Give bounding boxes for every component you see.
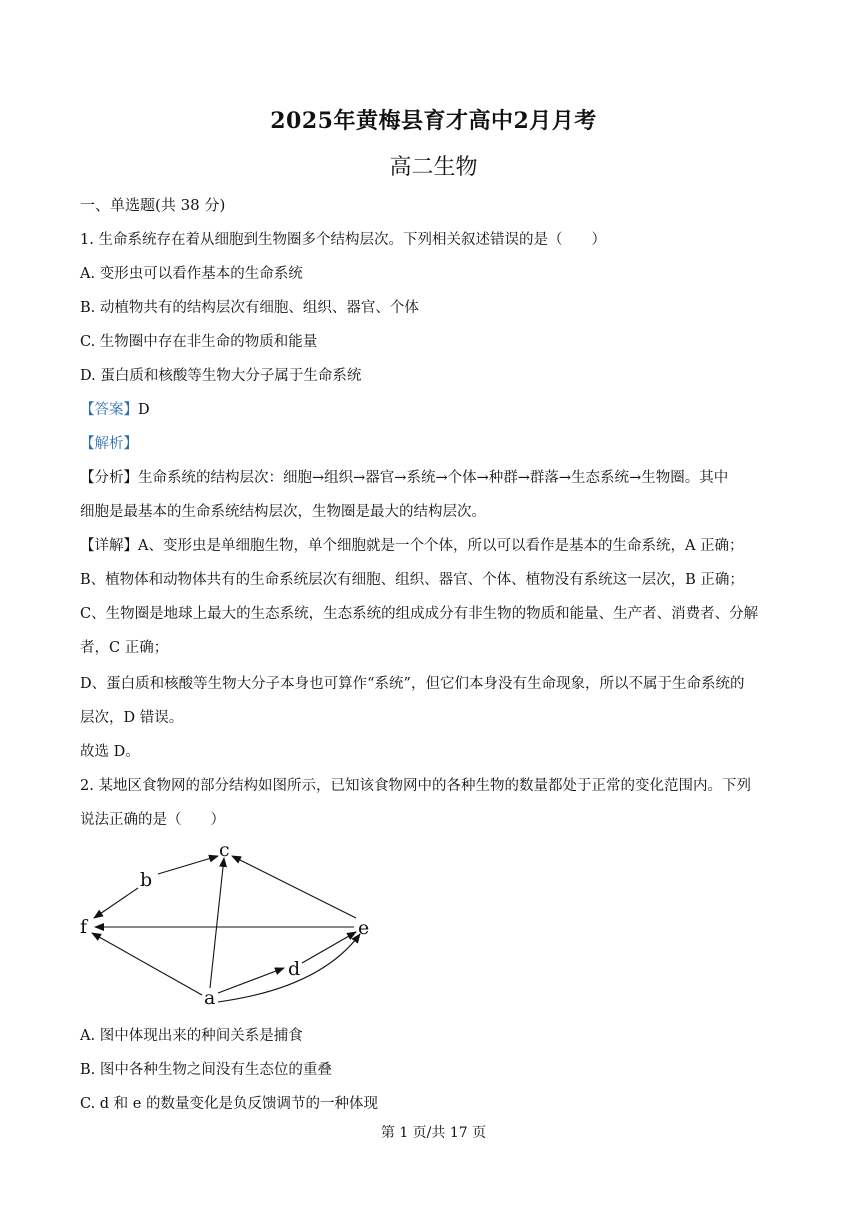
section-heading: 一、单选题(共 38 分): [80, 196, 226, 214]
node-e: e: [358, 917, 370, 939]
edge-e-to-c: [232, 856, 356, 918]
edge-b-to-f: [94, 888, 138, 918]
analysis-line: 层次，D 错误。: [80, 710, 184, 726]
page-title: 2025年黄梅县育才高中2月月考: [270, 108, 597, 134]
question-2-option-c: C. d 和 e 的数量变化是负反馈调节的一种体现: [80, 1096, 378, 1112]
question-1-stem: 1. 生命系统存在着从细胞到生物圈多个结构层次。下列相关叙述错误的是（ ）: [80, 232, 606, 248]
question-1-option-c: C. 生物圈中存在非生命的物质和能量: [80, 334, 318, 350]
page-subtitle: 高二生物: [389, 155, 478, 180]
answer-value: D: [138, 402, 150, 418]
question-2-option-a: A. 图中体现出来的种间关系是捕食: [80, 1028, 303, 1044]
node-d: d: [288, 958, 301, 980]
edge-b-to-c: [158, 856, 218, 874]
question-1-option-d: D. 蛋白质和核酸等生物大分子属于生命系统: [80, 368, 362, 384]
node-f: f: [80, 916, 88, 938]
question-2-stem: 2. 某地区食物网的部分结构如图所示，已知该食物网中的各种生物的数量都处于正常的变化范围内。下列: [80, 778, 751, 794]
analysis-line: 者，C 正确；: [80, 640, 169, 656]
node-b: b: [140, 869, 153, 891]
analysis-line: 【详解】A、变形虫是单细胞生物，单个细胞就是一个个体，所以可以看作是基本的生命系统，A 正确；: [80, 538, 744, 554]
analysis-line: 【分析】生命系统的结构层次：细胞→组织→器官→系统→个体→种群→群落→生态系统→生物圈。其中: [80, 470, 729, 486]
answer-tag: 【答案】: [80, 402, 138, 418]
question-2-option-b: B. 图中各种生物之间没有生态位的重叠: [80, 1062, 332, 1078]
analysis-tag: 【解析】: [80, 436, 138, 452]
question-1-option-b: B. 动植物共有的结构层次有细胞、组织、器官、个体: [80, 300, 419, 316]
analysis-line: 细胞是最基本的生命系统结构层次，生物圈是最大的结构层次。: [80, 504, 486, 520]
node-c: c: [219, 839, 230, 861]
question-1-option-a: A. 变形虫可以看作基本的生命系统: [80, 266, 303, 282]
node-a: a: [204, 987, 216, 1009]
edge-a-to-c: [210, 858, 224, 988]
analysis-line: D、蛋白质和核酸等生物大分子本身也可算作“系统”，但它们本身没有生命现象，所以不属于生命系统的: [80, 676, 745, 692]
analysis-line: B、植物体和动物体共有的生命系统层次有细胞、组织、器官、个体、植物没有系统这一层次，B 正确；: [80, 572, 744, 588]
page-footer: 第 1 页/共 17 页: [380, 1125, 487, 1141]
analysis-line: C、生物圈是地球上最大的生态系统，生态系统的组成成分有非生物的物质和能量、生产者、消费者、分解: [80, 606, 759, 622]
question-1-answer: [80, 400, 150, 420]
question-2-stem: 说法正确的是（ ）: [80, 812, 225, 828]
edge-a-to-f: [92, 933, 202, 995]
food-web-diagram: [70, 838, 390, 1023]
analysis-conclusion: 故选 D。: [80, 744, 140, 760]
edge-a-to-d: [218, 968, 284, 993]
